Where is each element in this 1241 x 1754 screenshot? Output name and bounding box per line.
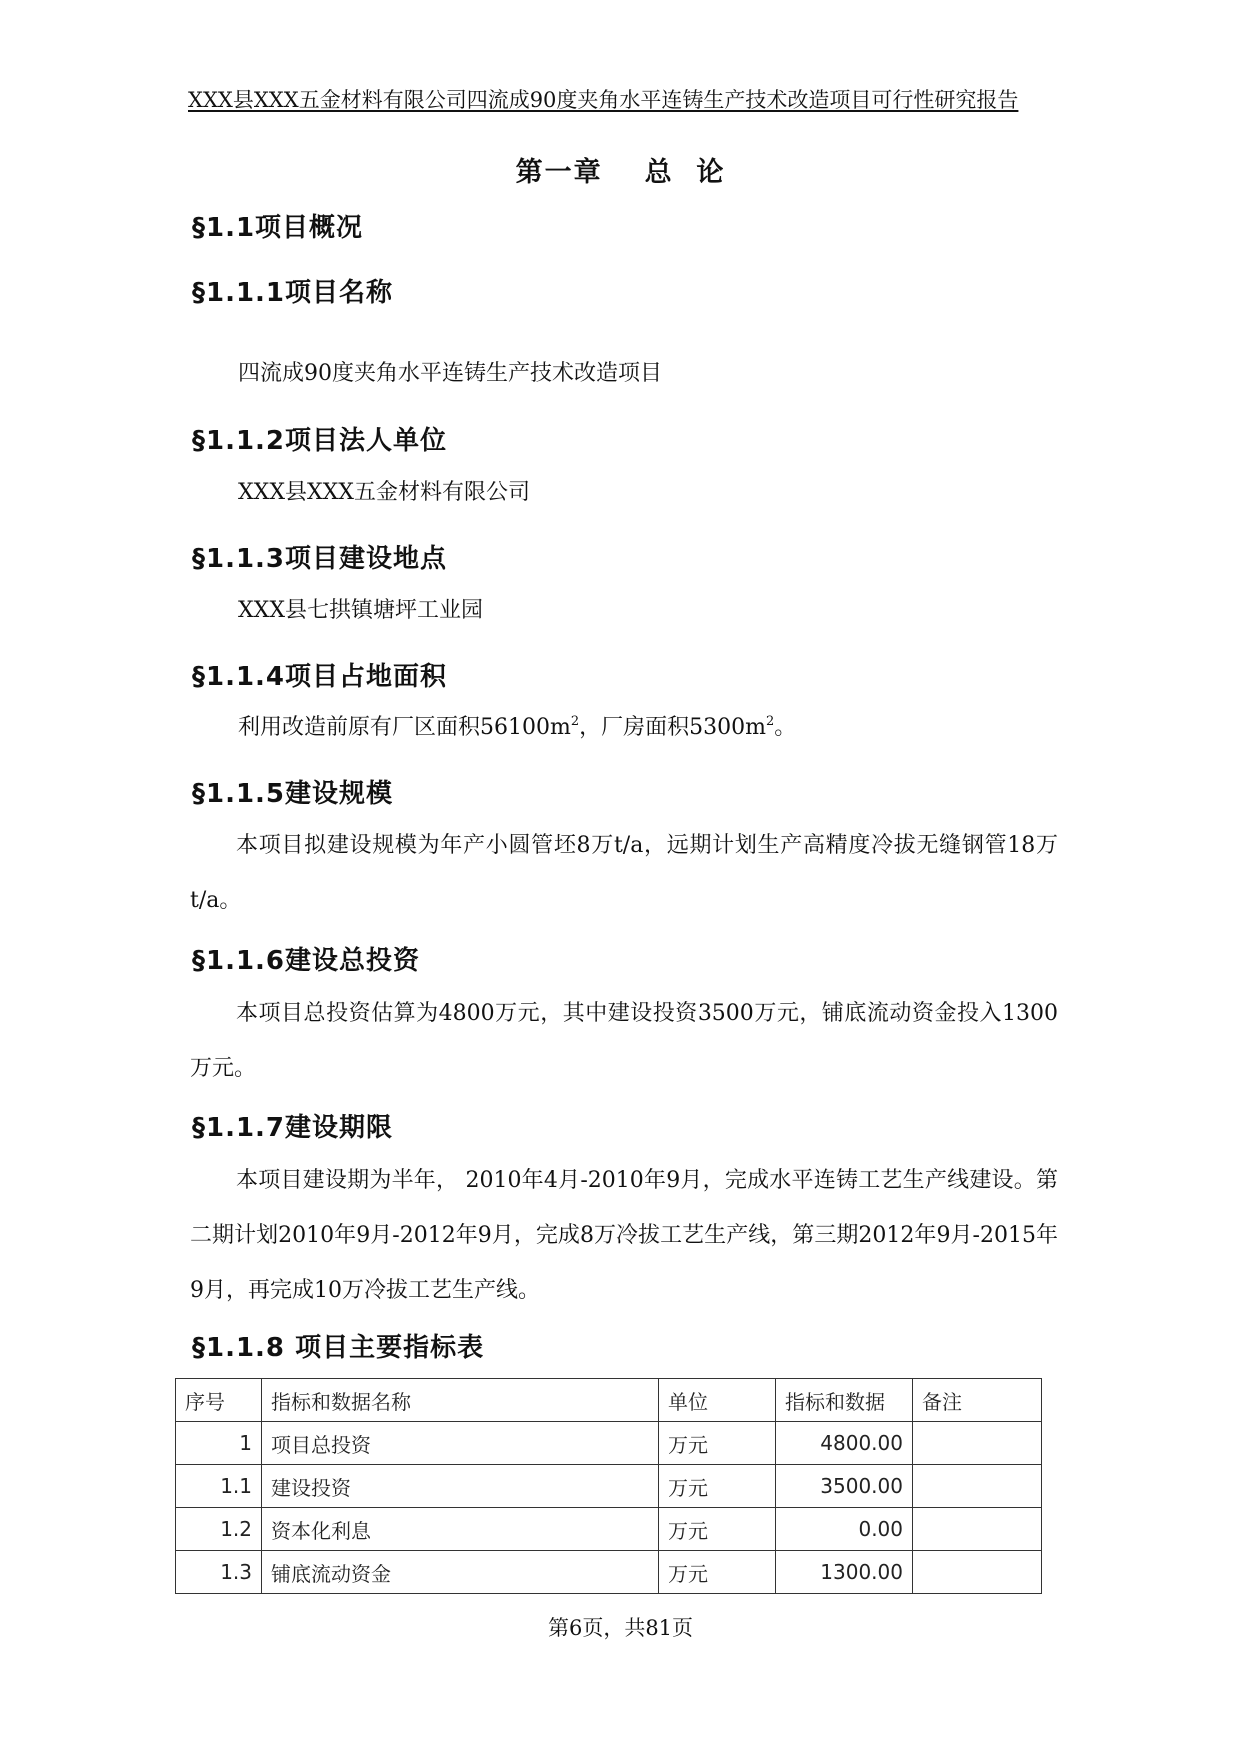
- table-row: [176, 1465, 1042, 1508]
- cell-seq: 1.2: [176, 1508, 262, 1551]
- header-remark: 备注: [913, 1379, 1042, 1422]
- cell-remark: [913, 1422, 1042, 1465]
- header-unit: 单位: [659, 1379, 776, 1422]
- subsection-heading-project-name: §1.1.1项目名称: [192, 278, 394, 308]
- cell-remark: [913, 1551, 1042, 1594]
- cell-seq: 1: [176, 1422, 262, 1465]
- subsection-heading-investment: §1.1.6建设总投资: [192, 946, 421, 976]
- subsection-heading-scale: §1.1.5建设规模: [192, 779, 394, 809]
- cell-value: 1300.00: [776, 1551, 913, 1594]
- chapter-title: 总 论: [644, 157, 726, 188]
- indicator-table: [175, 1378, 1042, 1594]
- investment-paragraph: 本项目总投资估算为4800万元，其中建设投资3500万元，铺底流动资金投入1300万元。: [190, 1001, 1058, 1081]
- running-header: XXX县XXX五金材料有限公司四流成90度夹角水平连铸生产技术改造项目可行性研究报告: [188, 88, 1019, 112]
- cell-seq: 1.1: [176, 1465, 262, 1508]
- cell-unit: 万元: [659, 1508, 776, 1551]
- cell-value: 3500.00: [776, 1465, 913, 1508]
- subsection-heading-land-area: §1.1.4项目占地面积: [192, 662, 448, 692]
- header-indicator-name: 指标和数据名称: [262, 1379, 659, 1422]
- superscript-a: 2: [570, 714, 580, 729]
- land-area-text: [238, 716, 796, 740]
- subsection-heading-legal-entity: §1.1.2项目法人单位: [192, 426, 448, 456]
- chapter-heading: [0, 150, 1241, 189]
- subsection-heading-indicator-table: §1.1.8 项目主要指标表: [192, 1333, 485, 1363]
- subsection-heading-location: §1.1.3项目建设地点: [192, 544, 448, 574]
- cell-indicator-name: 资本化利息: [262, 1508, 659, 1551]
- cell-value: 0.00: [776, 1508, 913, 1551]
- superscript-b: 2: [766, 714, 775, 729]
- land-area-text-a: 利用改造前原有厂区面积56100m: [238, 715, 571, 740]
- location-text: XXX县七拱镇塘坪工业园: [238, 598, 483, 623]
- page-footer: 第6页，共81页: [547, 1616, 694, 1640]
- cell-unit: 万元: [659, 1465, 776, 1508]
- project-name-text: 四流成90度夹角水平连铸生产技术改造项目: [238, 361, 662, 386]
- cell-indicator-name: 铺底流动资金: [262, 1551, 659, 1594]
- cell-indicator-name: 项目总投资: [262, 1422, 659, 1465]
- land-area-text-c: 。: [774, 715, 797, 740]
- table-row: [176, 1551, 1042, 1594]
- subsection-heading-schedule: §1.1.7建设期限: [192, 1113, 394, 1143]
- cell-indicator-name: 建设投资: [262, 1465, 659, 1508]
- cell-value: 4800.00: [776, 1422, 913, 1465]
- legal-entity-text: XXX县XXX五金材料有限公司: [238, 480, 530, 505]
- table-row: [176, 1508, 1042, 1551]
- cell-unit: 万元: [659, 1551, 776, 1594]
- schedule-paragraph: 本项目建设期为半年， 2010年4月-2010年9月，完成水平连铸工艺生产线建设。第二期计划2010年9月-2012年9月，完成8万冷拔工艺生产线，第三期2012年9月-2015年9月，再完成10万冷拔工艺生产线。: [190, 1168, 1058, 1303]
- scale-paragraph: 本项目拟建设规模为年产小圆管坯8万t/a，远期计划生产高精度冷拔无缝钢管18万t/a。: [190, 833, 1058, 913]
- land-area-text-b: ，厂房面积5300m: [579, 715, 766, 740]
- header-value: 指标和数据: [776, 1379, 913, 1422]
- table-row: [176, 1422, 1042, 1465]
- cell-remark: [913, 1465, 1042, 1508]
- cell-remark: [913, 1508, 1042, 1551]
- header-seq: 序号: [176, 1379, 262, 1422]
- chapter-number: 第一章: [515, 157, 603, 188]
- section-heading: §1.1项目概况: [192, 213, 364, 243]
- table-header-row: [176, 1379, 1042, 1422]
- cell-seq: 1.3: [176, 1551, 262, 1594]
- cell-unit: 万元: [659, 1422, 776, 1465]
